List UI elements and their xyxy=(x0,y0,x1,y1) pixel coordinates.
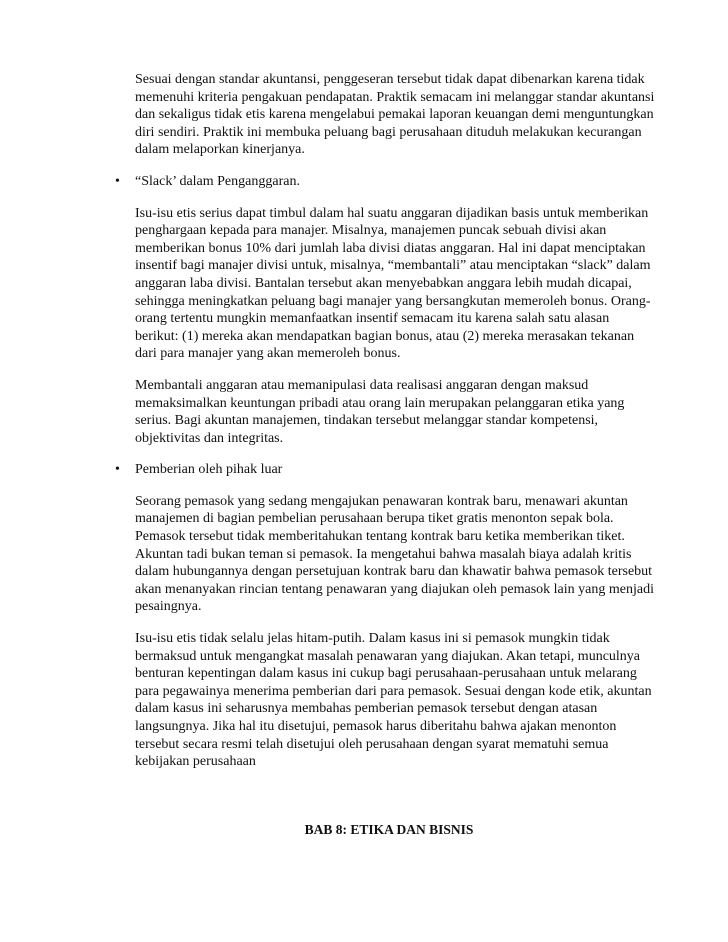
chapter-title: BAB 8: ETIKA DAN BISNIS xyxy=(304,822,474,837)
bullet-dot: • xyxy=(115,173,120,189)
paragraph-slack-violation: Membantali anggaran atau memanipulasi data realisasi anggaran dengan maksud memaksimalkan keuntungan pribadi atau orang lain merupakan pelanggaran etika yang serius. Bagi akuntan manajemen, tindakan tersebut melanggar standar kompetensi, objektivitas dan integritas. xyxy=(135,377,625,446)
paragraph-slack-issues: Isu-isu etis serius dapat timbul dalam hal suatu anggaran dijadikan basis untuk memberikan penghargaan kepada para manajer. Misalnya, manajemen puncak sebuah divisi akan memberikan bonus 10% dari jumlah laba divisi diatas anggaran. Hal ini dapat menciptakan insentif bagi manajer divisi untuk, misalnya, “membantali” atau menciptakan “slack” dalam anggaran laba divisi. Bantalan tersebut akan menyebabkan anggara lebih mudah dicapai, sehingga meningkatkan peluang bagi manajer yang bersangkutan memeroleh bonus. Orang-orang tertentu mungkin memanfaatkan insentif semacam itu karena salah satu alasan berikut: (1) mereka akan mendapatkan bagian bonus, atau (2) mereka merasakan tekanan dari para manajer yang akan memeroleh bonus. xyxy=(135,205,651,362)
paragraph-ethics-conclusion: Isu-isu etis tidak selalu jelas hitam-putih. Dalam kasus ini si pemasok mungkin tidak bermaksud untuk mengangkat masalah penawaran yang diajukan. Akan tetapi, munculnya benturan kepentingan dalam kasus ini cukup bagi perusahaan-perusahaan untuk melarang para pegawainya menerima pemberian dari para pemasok. Sesuai dengan kode etik, akuntan dalam kasus ini seharusnya membahas pemberian pemasok tersebut dengan atasan langsungnya. Jika hal itu disetujui, pemasok harus diberitahu bahwa ajakan menonton tersebut secara resmi telah disetujui oleh perusahaan dengan syarat mematuhi semua kebijakan perusahaan xyxy=(135,631,652,770)
document-body xyxy=(116,71,656,785)
bullet-label: “Slack’ dalam Penganggaran. xyxy=(135,173,300,189)
bullet-dot: • xyxy=(115,462,120,478)
bullet-label: Pemberian oleh pihak luar xyxy=(135,462,283,478)
bullet-budget-slack xyxy=(116,173,656,191)
bullet-external-gifts xyxy=(116,461,656,479)
paragraph-revenue-recognition: Sesuai dengan standar akuntansi, penggeseran tersebut tidak dapat dibenarkan karena tidak memenuhi kriteria pengakuan pendapatan. Praktik semacam ini melanggar standar akuntansi dan sekaligus tidak etis karena mengelabui pemakai laporan keuangan demi menguntungkan diri sendiri. Praktik ini membuka peluang bagi perusahaan dituduh melakukan kecurangan dalam melaporkan kinerjanya. xyxy=(135,72,655,158)
paragraph-supplier-case: Seorang pemasok yang sedang mengajukan penawaran kontrak baru, menawari akuntan manajemen di bagian pembelian perusahaan berupa tiket gratis menonton sepak bola. Pemasok tersebut tidak memberitahukan tentang kontrak baru ketika memberikan tiket. Akuntan tadi bukan teman si pemasok. Ia mengetahui bahwa masalah biaya adalah kritis dalam hubungannya dengan persetujuan kontrak baru dan khawatir bahwa pemasok tersebut akan menanyakan rincian tentang penawaran yang diajukan oleh pemasok lain yang menjadi pesaingnya. xyxy=(135,493,654,615)
